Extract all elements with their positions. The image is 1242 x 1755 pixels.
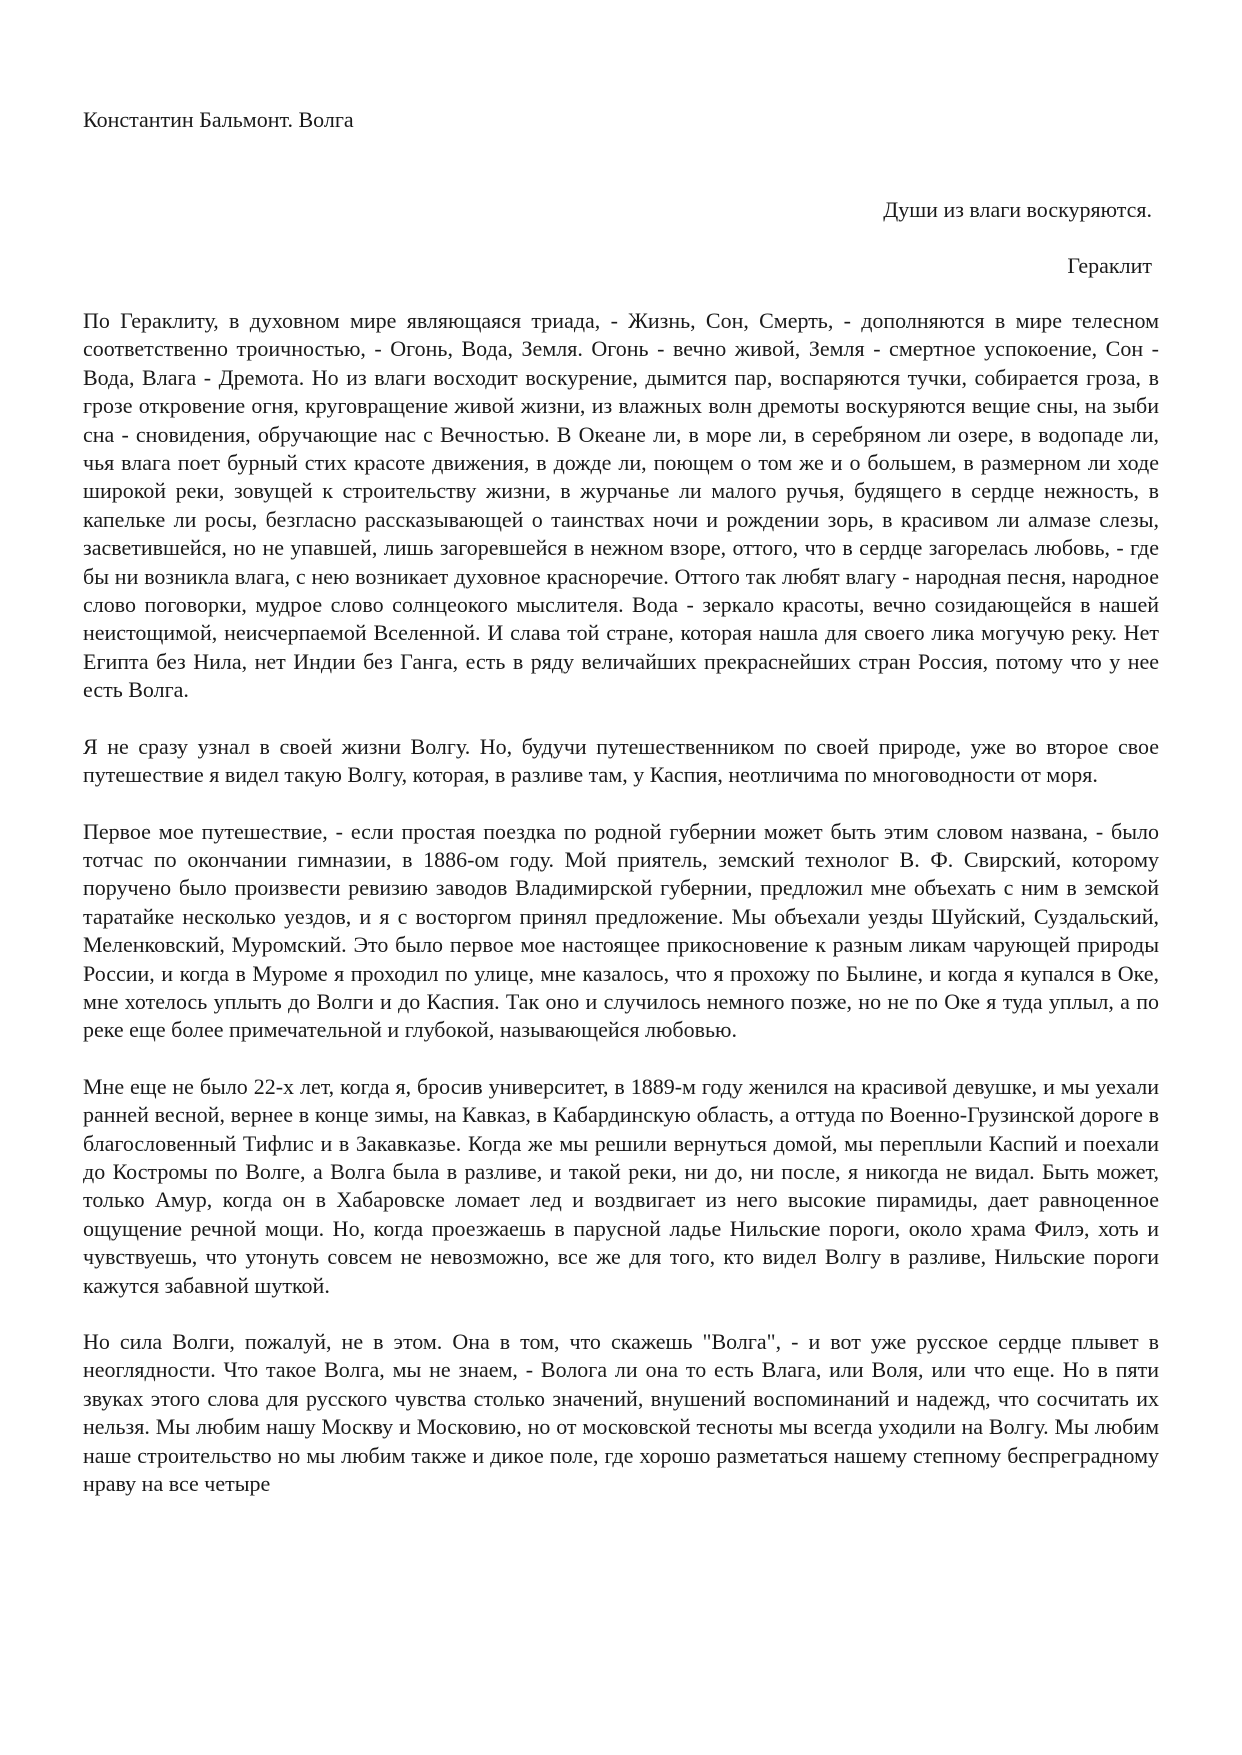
epigraph-text: Души из влаги воскуряются. [883, 197, 1152, 222]
document-title: Константин Бальмонт. Волга [83, 107, 354, 132]
epigraph-author: Гераклит [1067, 253, 1152, 278]
document-body [83, 307, 1159, 1526]
paragraph-3: Первое мое путешествие, - если простая поездка по родной губернии может быть этим словом названа, - было тотчас по окончании гимназии, в 1886-ом году. Мой приятель, земский технолог В. Ф. Свирский, которому поручено было произвести ревизию заводов Владимирской губернии, предложил мне объехать с ним в земской таратайке несколько уездов, и я с восторгом принял предложение. Мы объехали уезды Шуйский, Суздальский, Меленковский, Муромский. Это было первое мое настоящее прикосновение к разным ликам чарующей природы России, и когда в Муроме я проходил по улице, мне казалось, что я прохожу по Былине, и когда я купался в Оке, мне хотелось уплыть до Волги и до Каспия. Так оно и случилось немного позже, но не по Оке я туда уплыл, а по реке еще более примечательной и глубокой, называющейся любовью. [83, 818, 1159, 1043]
paragraph-5: Но сила Волги, пожалуй, не в этом. Она в том, что скажешь "Волга", - и вот уже русское сердце плывет в неоглядности. Что такое Волга, мы не знаем, - Вологa ли она то есть Влага, или Воля, или что еще. Но в пяти звуках этого слова для русского чувства столько значений, внушений воспоминаний и надежд, что сосчитать их нельзя. Мы любим нашу Москву и Московию, но от московской тесноты мы всегда уходили на Волгу. Мы любим наше строительство но мы любим также и дикое поле, где хорошо разметаться нашему степному беспреградному нраву на все четыре [83, 1329, 1159, 1497]
paragraph-4: Мне еще не было 22-х лет, когда я, бросив университет, в 1889-м году женился на красивой девушке, и мы уехали ранней весной, вернее в конце зимы, на Кавказ, в Кабардинскую область, а оттуда по Военно-Грузинской дороге в благословенный Тифлис и в Закавказье. Когда же мы решили вернуться домой, мы переплыли Каспий и поехали до Костромы по Волге, а Волга была в разливе, и такой реки, ни до, ни после, я никогда не видал. Быть может, только Амур, когда он в Хабаровске ломает лед и воздвигает из него высокие пирамиды, дает равноценное ощущение речной мощи. Но, когда проезжаешь в парусной ладье Нильские пороги, около храма Филэ, хоть и чувствуешь, что утонуть совсем не невозможно, все же для того, кто видел Волгу в разливе, Нильские пороги кажутся забавной шуткой. [83, 1073, 1159, 1298]
paragraph-1: По Гераклиту, в духовном мире являющаяся триада, - Жизнь, Сон, Смерть, - дополняются в мире телесном соответственно троичностью, - Огонь, Вода, Земля. Огонь - вечно живой, Земля - смертное успокоение, Сон - Вода, Влага - Дремота. Но из влаги восходит воскурение, дымится пар, воспаряются тучки, собирается гроза, в грозе откровение огня, круговращение живой жизни, из влажных волн дремоты воскуряются вещие сны, на зыби сна - сновидения, обручающие нас с Вечностью. В Океане ли, в море ли, в серебряном ли озере, в водопаде ли, чья влага поет бурный стих красоте движения, в дожде ли, поющем о том же и о большем, в размерном ли ходе широкой реки, зовущей к строительству жизни, в журчанье ли малого ручья, будящего в сердце нежность, в капельке ли росы, безгласно рассказывающей о таинствах ночи и рождении зорь, в красивом ли алмазе слезы, засветившейся, но не упавшей, лишь загоревшейся в нежном взоре, оттого, что в сердце загорелась любовь, - где бы ни возникла влага, с нею возникает духовное красноречие. Оттого так любят влагу - народная песня, народное слово поговорки, мудрое слово солнцеокого мыслителя. Вода - зеркало красоты, вечно созидающейся в нашей неистощимой, неисчерпаемой Вселенной. И слава той стране, которая нашла для своего лика могучую реку. Нет Египта без Нила, нет Индии без Ганга, есть в ряду величайших прекраснейших стран Россия, потому что у нее есть Волга. [83, 308, 1159, 703]
paragraph-2: Я не сразу узнал в своей жизни Волгу. Но, будучи путешественником по своей природе, уже во второе свое путешествие я видел такую Волгу, которая, в разливе там, у Каспия, неотличима по многоводности от моря. [83, 733, 1159, 788]
